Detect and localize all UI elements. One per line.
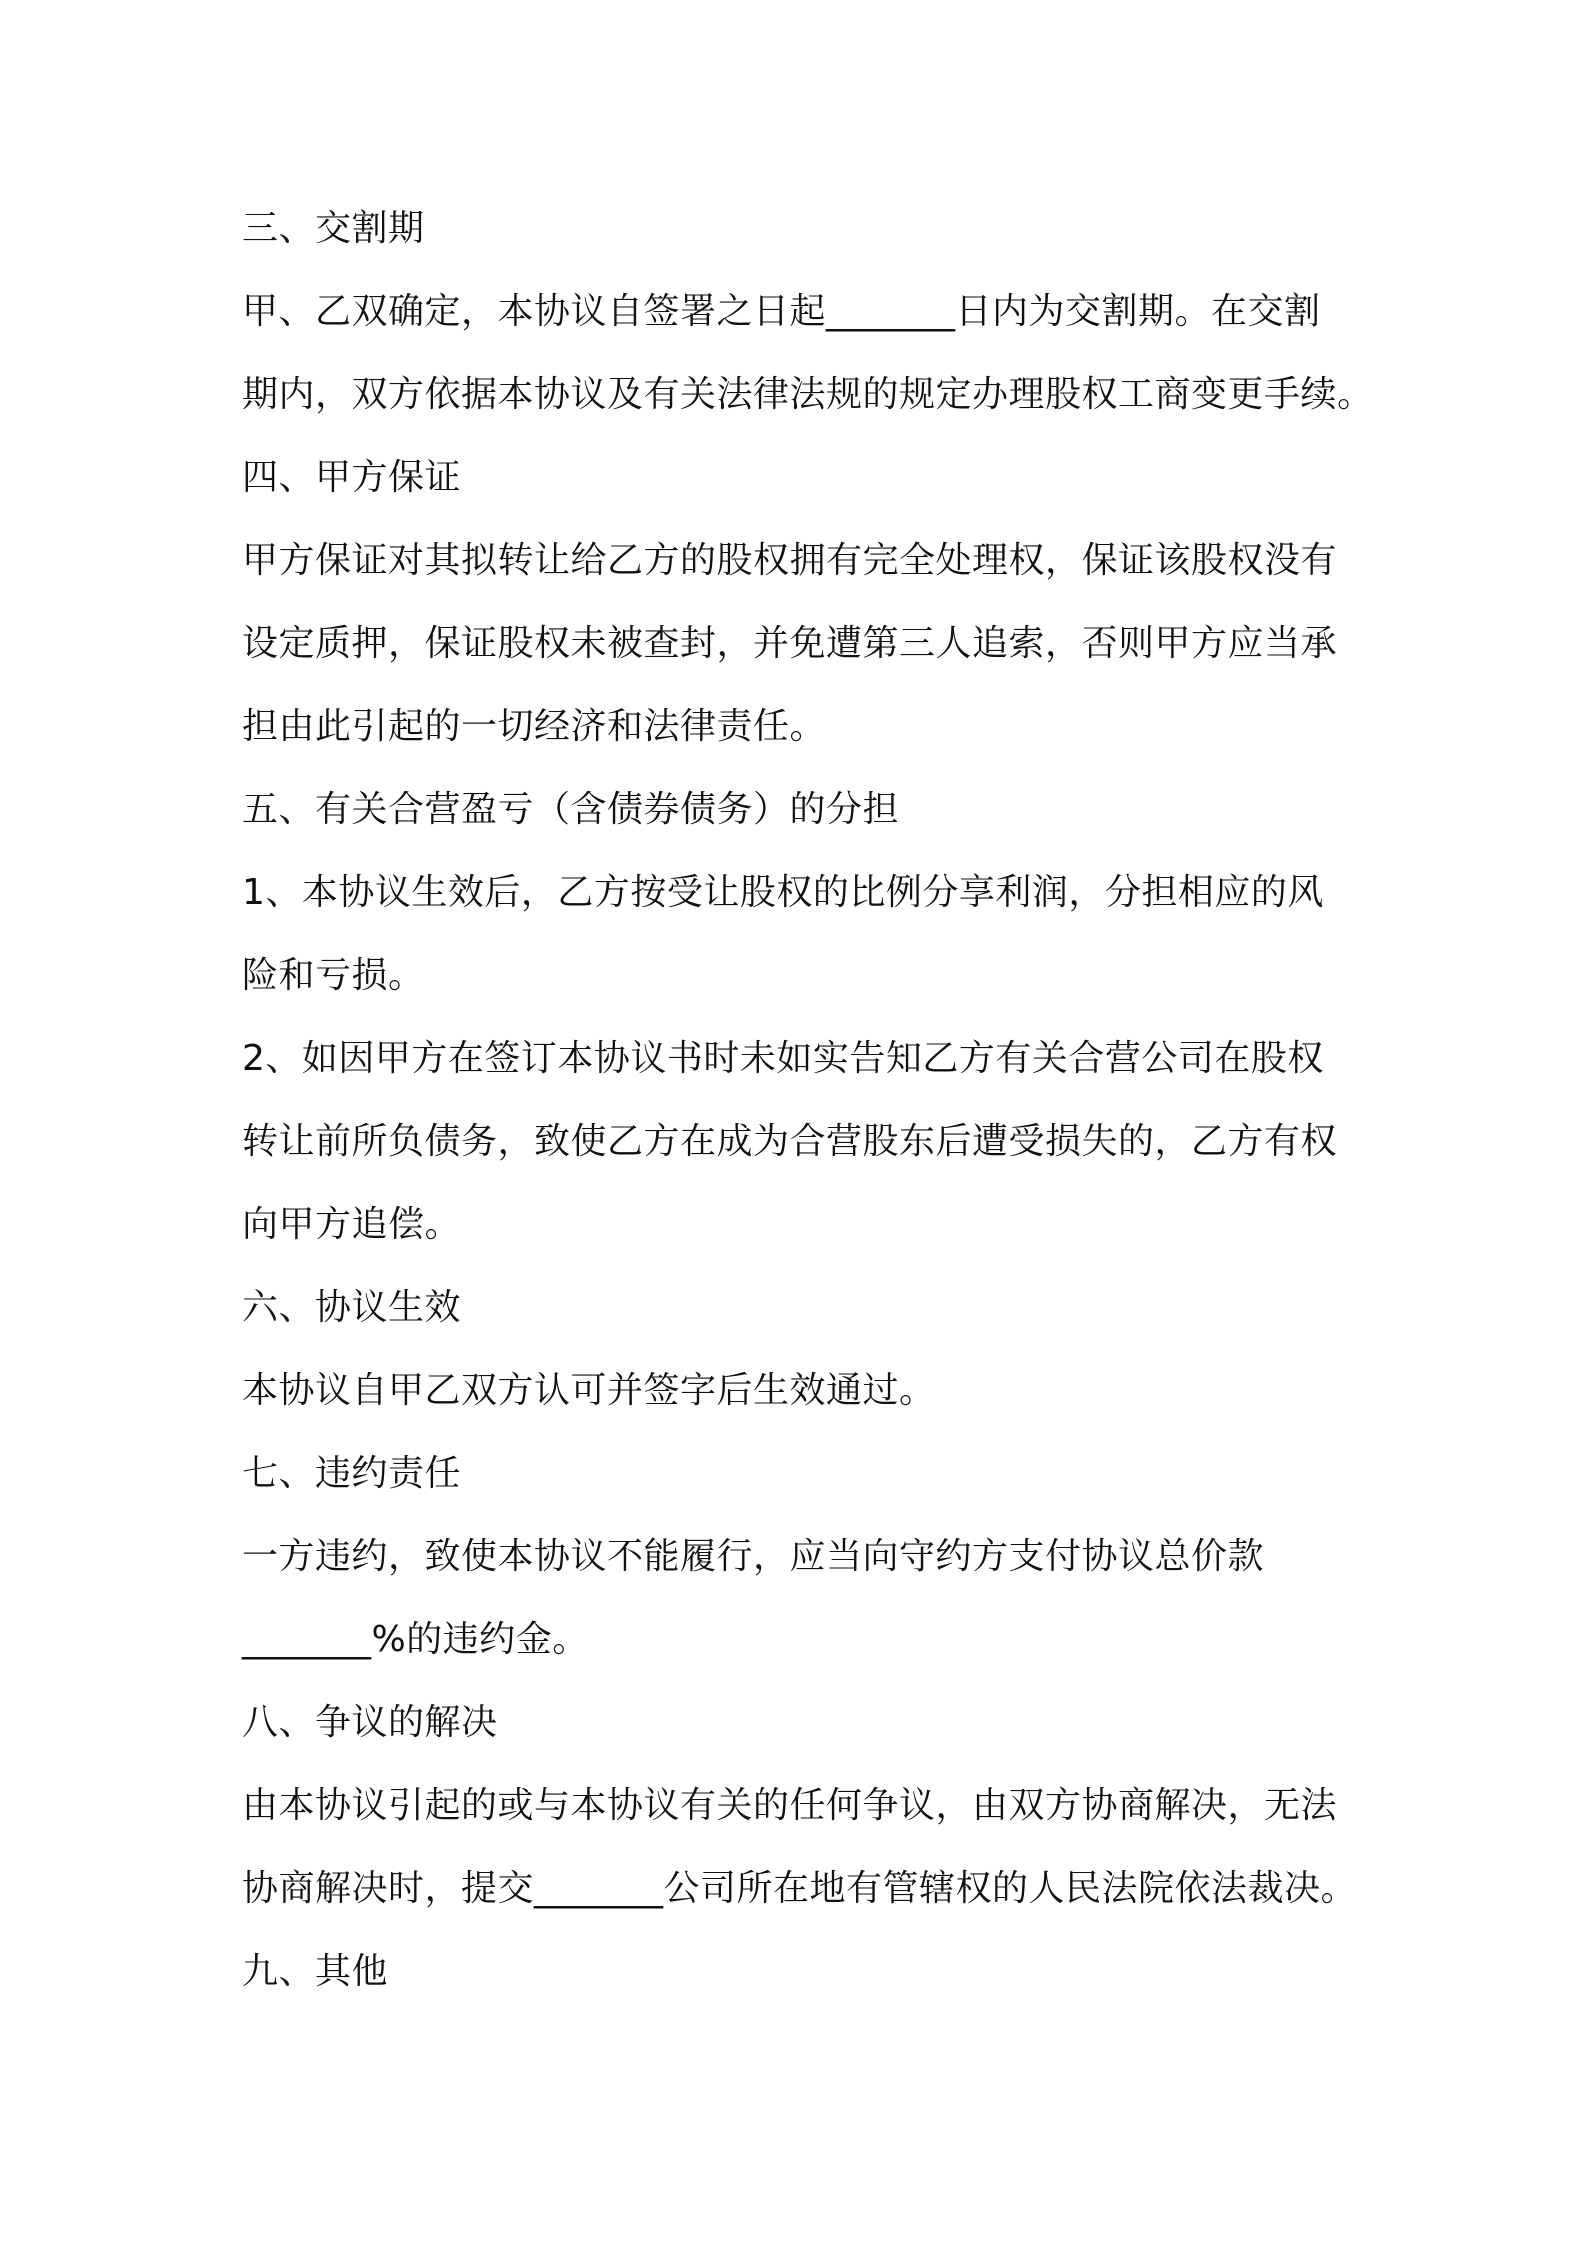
paragraph-line: _______%的违约金。 [242, 1619, 589, 1660]
section-heading-effectiveness: 六、协议生效 [242, 1287, 462, 1328]
section-heading-party-a-guarantee: 四、甲方保证 [242, 457, 462, 498]
paragraph-line: 1、本协议生效后，乙方按受让股权的比例分享利润，分担相应的风 [242, 872, 1324, 913]
paragraph-line: 向甲方追偿。 [242, 1204, 462, 1245]
section-heading-delivery-period: 三、交割期 [242, 208, 425, 249]
paragraph-line: 本协议自甲乙双方认可并签字后生效通过。 [242, 1370, 936, 1411]
paragraph-line: 一方违约，致使本协议不能履行，应当向守约方支付协议总价款 [242, 1536, 1265, 1577]
section-heading-profit-loss-sharing: 五、有关合营盈亏（含债券债务）的分担 [242, 789, 900, 830]
section-heading-other: 九、其他 [242, 1951, 389, 1992]
section-heading-breach-liability: 七、违约责任 [242, 1453, 462, 1494]
paragraph-line: 设定质押，保证股权未被查封，并免遭第三人追索，否则甲方应当承 [242, 623, 1338, 664]
paragraph-line: 甲方保证对其拟转让给乙方的股权拥有完全处理权，保证该股权没有 [242, 540, 1338, 581]
section-heading-dispute-resolution: 八、争议的解决 [242, 1702, 498, 1743]
paragraph-line: 协商解决时，提交_______公司所在地有管辖权的人民法院依法裁决。 [242, 1868, 1358, 1909]
paragraph-line: 2、如因甲方在签订本协议书时未如实告知乙方有关合营公司在股权 [242, 1038, 1324, 1079]
paragraph-line: 甲、乙双确定，本协议自签署之日起_______日内为交割期。在交割 [242, 291, 1321, 332]
paragraph-line: 期内，双方依据本协议及有关法律法规的规定办理股权工商变更手续。 [242, 374, 1374, 415]
paragraph-line: 担由此引起的一切经济和法律责任。 [242, 706, 827, 747]
paragraph-line: 转让前所负债务，致使乙方在成为合营股东后遭受损失的，乙方有权 [242, 1121, 1338, 1162]
paragraph-line: 由本协议引起的或与本协议有关的任何争议，由双方协商解决，无法 [242, 1785, 1338, 1826]
paragraph-line: 险和亏损。 [242, 955, 425, 996]
